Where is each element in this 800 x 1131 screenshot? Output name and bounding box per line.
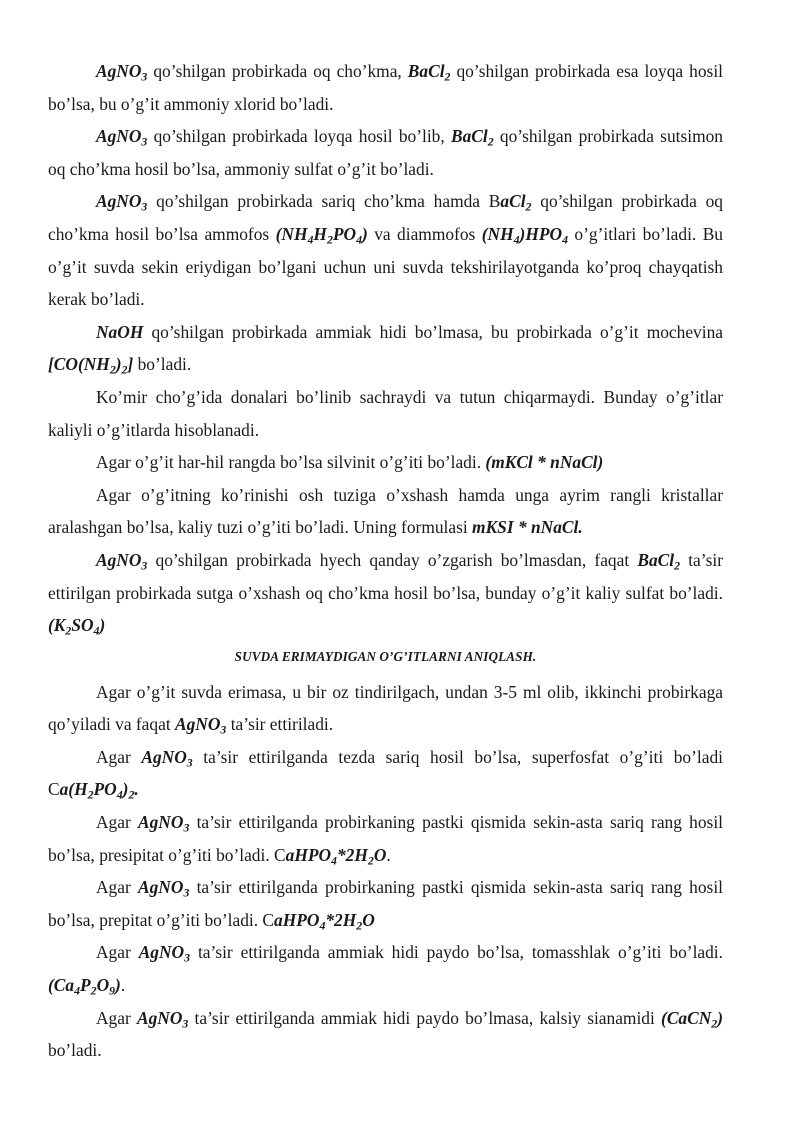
- formula-subscript: 4: [74, 983, 81, 998]
- chemical-formula: AgNO: [138, 812, 184, 833]
- formula-subscript: 2: [711, 1015, 718, 1030]
- paragraph-13: [48, 936, 723, 1001]
- text-run: Agar: [96, 877, 139, 898]
- formula-subscript: 4: [116, 787, 123, 802]
- chemical-formula: (Ca: [48, 975, 75, 996]
- chemical-formula: BaCl: [637, 549, 675, 570]
- chemical-formula: AgNO: [136, 1007, 183, 1028]
- text-run: o’g’itlari bo’ladi. Bu o’g’it suvda sekin eriydigan bo’lgani uchun uni suvda tekshirilayotganda ko’proq chayqatish kerak bo’ladi.: [48, 223, 723, 310]
- chemical-formula: PO: [332, 223, 357, 244]
- formula-subscript: 3: [220, 722, 227, 737]
- formula-subscript: 3: [141, 134, 148, 149]
- chemical-formula: BaCl: [407, 61, 445, 81]
- chemical-formula: (mKCl * nNaCl): [485, 452, 604, 473]
- text-run: ta’sir ettirilganda ammiak hidi paydo bo’lmasa, kalsiy sianamidi: [188, 1007, 662, 1028]
- text-run: Ko’mir cho’g’ida donalari bo’linib sachraydi va tutun chiqarmaydi. Bunday o’g’itlar kaliyli o’g’itlarda hisoblanadi.: [48, 386, 723, 440]
- formula-subscript: 4: [331, 852, 337, 867]
- chemical-formula: a(H: [59, 779, 88, 800]
- chemical-formula: AgNO: [138, 877, 184, 898]
- formula-subscript: 2: [128, 787, 135, 802]
- chemical-formula: *2H: [325, 909, 357, 930]
- text-run: bo’ladi.: [133, 354, 192, 375]
- text-run: Agar o’g’itning ko’rinishi osh tuziga o’xshash hamda unga ayrim rangli kristallar aralashgan bo’lsa, kaliy tuzi o’g’iti bo’ladi. Uning formulasi: [48, 484, 723, 538]
- text-run: bo’ladi.: [48, 1040, 102, 1061]
- formula-subscript: 4: [562, 232, 568, 247]
- formula-subscript: 9: [109, 983, 116, 998]
- chemical-formula: NaOH: [96, 321, 144, 342]
- formula-subscript: 2: [356, 918, 363, 933]
- chemical-formula: AgNO: [96, 549, 142, 570]
- chemical-formula: AgNO: [175, 714, 221, 735]
- paragraph-3: [48, 185, 723, 315]
- formula-subscript: 2: [487, 134, 494, 149]
- chemical-formula: *2H: [336, 844, 368, 865]
- chemical-formula: aHPO: [274, 909, 320, 930]
- formula-subscript: 3: [184, 950, 191, 965]
- text-run: qo’shilgan probirkada loyqa hosil bo’lib,: [147, 126, 451, 147]
- paragraph-12: [48, 871, 723, 936]
- chemical-formula: SO: [71, 615, 94, 636]
- chemical-formula: O: [362, 909, 375, 930]
- chemical-formula: AgNO: [96, 61, 142, 81]
- text-run: va diammofos: [367, 223, 482, 244]
- text-run: Agar: [96, 812, 139, 833]
- chemical-formula: BaCl: [450, 126, 488, 147]
- paragraph-14: [48, 1002, 723, 1067]
- paragraph-5: [48, 381, 723, 446]
- formula-subscript: 4: [513, 232, 520, 247]
- chemical-formula: AgNO: [96, 191, 142, 212]
- paragraph-6: [48, 446, 723, 479]
- paragraph-7: [48, 479, 723, 544]
- chemical-formula: mKSI * nNaCl.: [472, 517, 583, 538]
- chemical-formula: ): [115, 975, 121, 996]
- chemical-formula: ): [122, 779, 129, 800]
- chemical-formula: ): [99, 615, 106, 636]
- chemical-formula: aHPO: [285, 844, 332, 865]
- formula-subscript: 4: [93, 623, 100, 638]
- paragraph-1: [48, 55, 723, 120]
- chemical-formula: [CO(NH: [48, 354, 110, 375]
- chemical-formula: (NH: [481, 223, 514, 244]
- chemical-formula: AgNO: [96, 126, 142, 147]
- text-run: ta’sir ettirilganda ammiak hidi paydo bo’lsa, tomasshlak o’g’iti bo’ladi.: [190, 942, 723, 963]
- formula-subscript: 2: [326, 232, 333, 247]
- chemical-formula: H: [313, 223, 327, 244]
- chemical-formula: ): [115, 354, 122, 375]
- text-run: Agar o’g’it suvda erimasa, u bir oz tindirilgach, undan 3-5 ml olib, ikkinchi probirkaga qo’yiladi va faqat: [48, 681, 723, 735]
- text-run: qo’shilgan probirkada sutsimon oq cho’kma hosil bo’lsa, ammoniy sulfat o’g’it bo’ladi.: [48, 126, 723, 179]
- text-run: .: [386, 844, 391, 865]
- text-run: ta’sir ettirilganda tezda sariq hosil bo’lsa, superfosfat o’g’iti bo’ladi C: [48, 746, 723, 800]
- text-run: Agar: [96, 746, 142, 767]
- chemical-formula: P: [80, 975, 91, 996]
- text-run: Agar o’g’it har-hil rangda bo’lsa silvinit o’g’iti bo’ladi.: [96, 452, 486, 473]
- chemical-formula: (K: [48, 615, 66, 636]
- formula-subscript: 2: [121, 362, 128, 377]
- paragraph-9: [48, 676, 723, 741]
- chemical-formula: ): [361, 223, 368, 244]
- text-run: ta’sir ettirilgan probirkada sutga o’xshash oq cho’kma hosil bo’lsa, bunday o’g’it kaliy sulfat bo’ladi.: [48, 549, 723, 603]
- chemical-formula: aCl: [500, 191, 526, 212]
- chemical-formula: AgNO: [141, 746, 187, 767]
- chemical-formula: PO: [93, 779, 117, 800]
- text-run: qo’shilgan probirkada oq cho’kma hosil bo’lsa ammofos: [48, 191, 723, 244]
- text-run: Agar: [96, 942, 139, 963]
- chemical-formula: AgNO: [138, 942, 185, 963]
- formula-subscript: 3: [141, 69, 148, 84]
- formula-subscript: 3: [182, 1015, 189, 1030]
- chemical-formula: .: [134, 779, 139, 800]
- text-run: qo’shilgan probirkada sariq cho’kma hamda B: [147, 191, 501, 212]
- text-run: .: [120, 975, 126, 996]
- formula-subscript: 2: [109, 362, 116, 377]
- chemical-formula: ]: [127, 354, 134, 375]
- formula-subscript: 4: [356, 232, 362, 247]
- text-run: qo’shilgan probirkada hyech qanday o’zgarish bo’lmasdan, faqat: [147, 549, 638, 570]
- text-run: qo’shilgan probirkada esa loyqa hosil bo’lsa, bu o’g’it ammoniy xlorid bo’ladi.: [48, 61, 723, 114]
- formula-subscript: 2: [90, 983, 97, 998]
- formula-subscript: 2: [525, 199, 532, 214]
- text-run: qo’shilgan probirkada ammiak hidi bo’lmasa, bu probirkada o’g’it mochevina: [143, 321, 723, 342]
- paragraph-4: [48, 316, 723, 381]
- chemical-formula: (CaCN: [661, 1007, 712, 1028]
- formula-subscript: 3: [183, 820, 190, 835]
- formula-subscript: 3: [186, 755, 193, 770]
- text-run: ta’sir ettirilganda probirkaning pastki qismida sekin-asta sariq rang hosil bo’lsa, presipitat o’g’iti bo’ladi. C: [48, 812, 723, 865]
- formula-subscript: 3: [141, 199, 148, 214]
- text-run: Agar: [96, 1007, 137, 1028]
- text-run: ta’sir ettirilganda probirkaning pastki qismida sekin-asta sariq rang hosil bo’lsa, prepitat o’g’iti bo’ladi. C: [48, 877, 723, 930]
- paragraph-8: [48, 544, 723, 642]
- formula-subscript: 2: [674, 558, 681, 573]
- formula-subscript: 2: [87, 787, 94, 802]
- text-run: qo’shilgan probirkada oq cho’kma,: [147, 61, 408, 81]
- formula-subscript: 3: [183, 885, 190, 900]
- paragraph-11: [48, 806, 723, 871]
- formula-subscript: 2: [444, 69, 451, 84]
- section-heading: SUVDA ERIMAYDIGAN O’G’ITLARNI ANIQLASH.: [234, 648, 537, 664]
- formula-subscript: 2: [65, 623, 72, 638]
- formula-subscript: 4: [319, 918, 326, 933]
- chemical-formula: (NH: [275, 223, 308, 244]
- chemical-formula: O: [96, 975, 110, 996]
- formula-subscript: 3: [141, 558, 148, 573]
- chemical-formula: ): [717, 1007, 723, 1028]
- text-run: ta’sir ettiriladi.: [226, 714, 334, 735]
- chemical-formula: )HPO: [519, 223, 563, 244]
- chemical-formula: O: [373, 844, 387, 865]
- formula-subscript: 2: [367, 852, 374, 867]
- paragraph-2: [48, 120, 723, 185]
- formula-subscript: 4: [307, 232, 314, 247]
- paragraph-10: [48, 741, 723, 806]
